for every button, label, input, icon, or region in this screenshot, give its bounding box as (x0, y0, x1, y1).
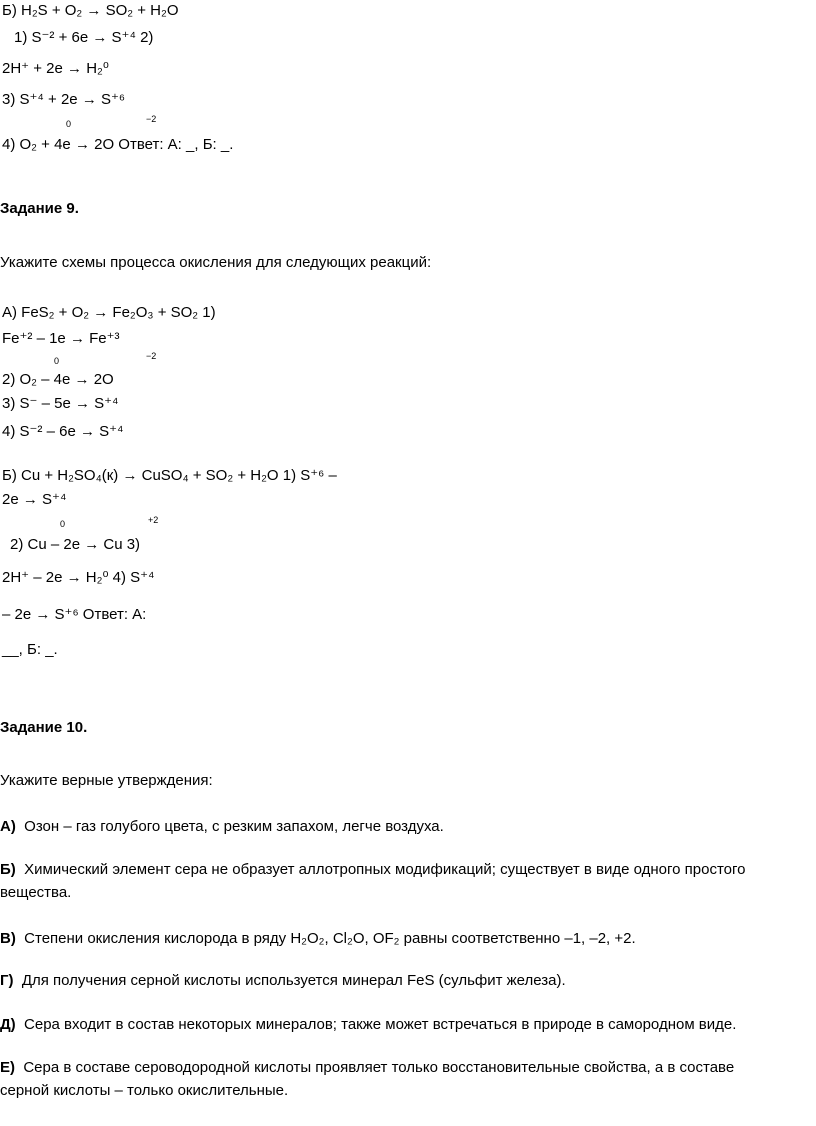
statement-letter: Д) (0, 1016, 16, 1033)
task8-oxidation-mark-zero: 0 (66, 119, 72, 129)
task9-title: Задание 9. (0, 200, 79, 217)
statement-text: Для получения серной кислоты используется минерал FeS (сульфит железа). (21, 972, 566, 989)
task9-b-scheme-1-cont: 2e → S⁺⁴ (2, 491, 67, 508)
task9-a-scheme-4: 4) S⁻² – 6e → S⁺⁴ (2, 423, 124, 440)
task9-a-scheme-1: Fe⁺² – 1e → Fe⁺³ (2, 330, 120, 347)
task9-b-equation: Б) Cu + H₂SO₄(к) → CuSO₄ + SO₂ + H₂O 1) S⁺⁶ – (2, 467, 337, 484)
statement-text: Озон – газ голубого цвета, с резким запахом, легче воздуха. (24, 818, 444, 835)
statement-letter: В) (0, 930, 16, 947)
task10-prompt: Укажите верные утверждения: (0, 772, 213, 789)
task9-a-scheme-3: 3) S⁻ – 5e → S⁺⁴ (2, 395, 119, 412)
statement-letter: Г) (0, 972, 14, 989)
task10-statement-e-cont: серной кислоты – только окислительные. (0, 1082, 289, 1099)
task10-title: Задание 10. (0, 719, 88, 736)
task9-a-scheme-2: 2) O₂ – 4e → 2O (2, 371, 114, 388)
task9-a-equation: А) FeS₂ + O₂ → Fe₂O₃ + SO₂ 1) (2, 304, 216, 321)
task10-statement-b-cont: вещества. (0, 884, 72, 901)
task9-a-mark-minus2: −2 (146, 351, 157, 361)
task9-b-scheme-4-answer: – 2e → S⁺⁶ Ответ: А: (2, 606, 147, 623)
statement-letter: А) (0, 818, 16, 835)
statement-text: Химический элемент сера не образует аллотропных модификаций; существует в виде одного простого (24, 861, 746, 878)
task9-answer-blank: __, Б: _. (2, 641, 58, 658)
task9-b-scheme-2: 2) Cu – 2e → Cu 3) (10, 536, 141, 553)
statement-text: Сера в составе сероводородной кислоты проявляет только восстановительные свойства, а в составе (23, 1059, 735, 1076)
task8-oxidation-mark-minus2: −2 (146, 114, 157, 124)
task10-statement-b (0, 861, 746, 879)
task9-prompt: Укажите схемы процесса окисления для следующих реакций: (0, 254, 432, 271)
task9-b-mark-plus2: +2 (148, 515, 159, 525)
task8-scheme-4-answer: 4) O₂ + 4e → 2O Ответ: А: _, Б: _. (2, 136, 234, 153)
task8-scheme-1: 1) S⁻² + 6e → S⁺⁴ 2) (14, 29, 154, 46)
task10-statement-a (0, 818, 444, 836)
statement-letter: Е) (0, 1059, 15, 1076)
task9-a-mark-zero: 0 (54, 356, 60, 366)
task10-statement-d (0, 1016, 736, 1034)
task10-statement-e (0, 1059, 734, 1077)
task8-scheme-2: 2H⁺ + 2e → H₂⁰ (2, 60, 109, 77)
task8-b-equation: Б) H₂S + O₂ → SO₂ + H₂O (2, 2, 179, 19)
task10-statement-v (0, 930, 636, 948)
task9-b-scheme-3: 2H⁺ – 2e → H₂⁰ 4) S⁺⁴ (2, 569, 155, 586)
statement-letter: Б) (0, 861, 16, 878)
task8-scheme-3: 3) S⁺⁴ + 2e → S⁺⁶ (2, 91, 126, 108)
task10-statement-g (0, 972, 566, 990)
statement-text: Степени окисления кислорода в ряду H₂O₂, Cl₂O, OF₂ равны соответственно –1, –2, +2. (24, 930, 636, 947)
statement-text: Сера входит в состав некоторых минералов; также может встречаться в природе в самородном виде. (24, 1016, 737, 1033)
task9-b-mark-zero: 0 (60, 519, 66, 529)
